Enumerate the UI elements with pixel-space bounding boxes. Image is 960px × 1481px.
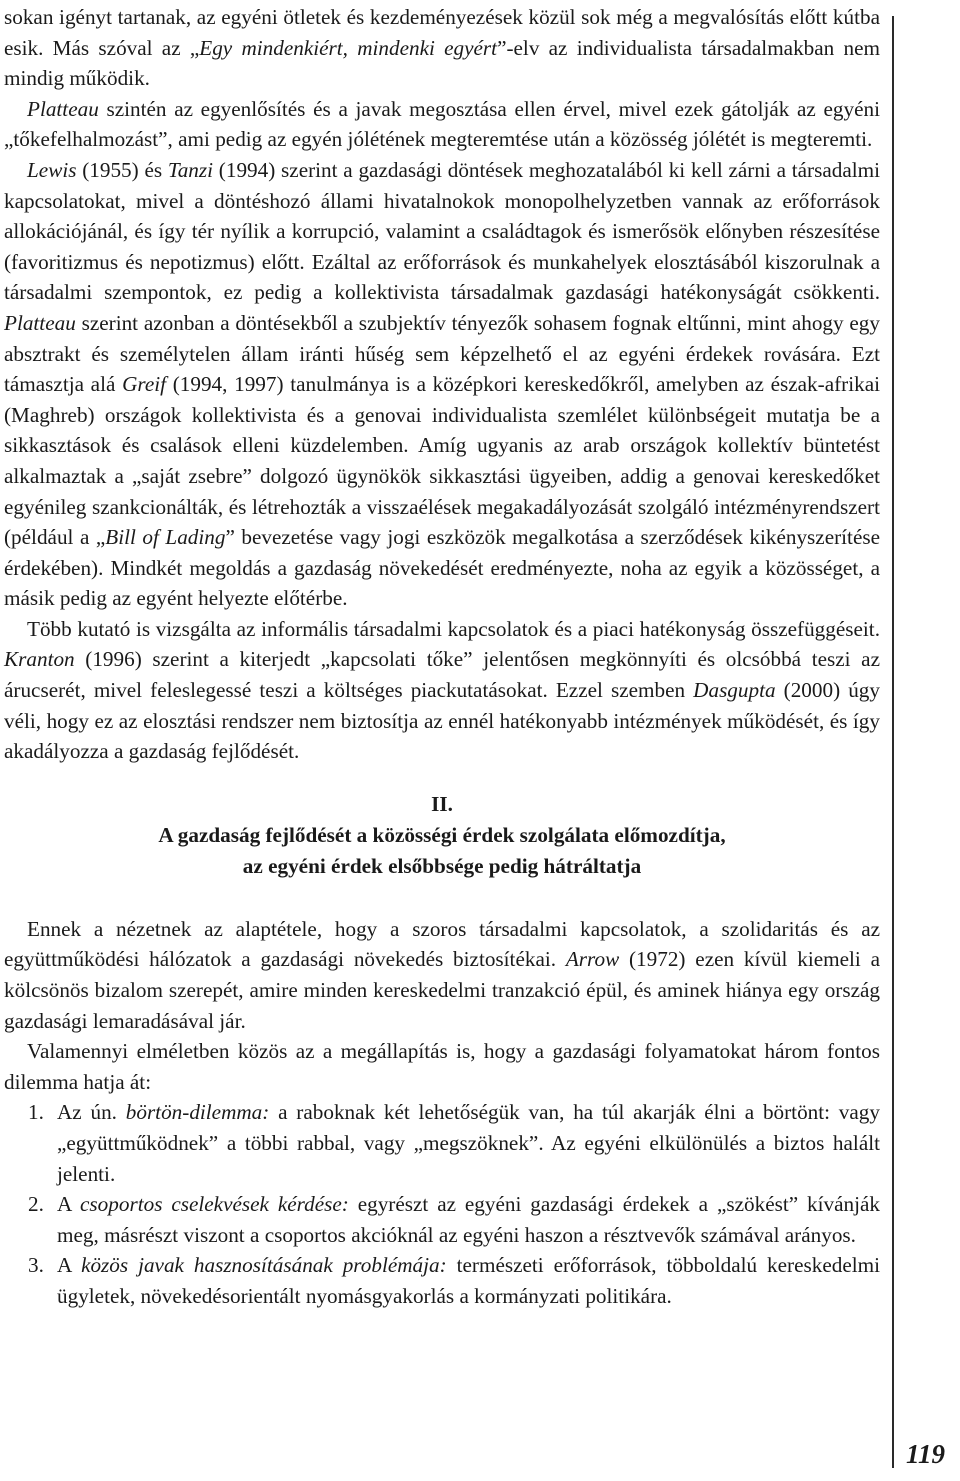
section-number: II. bbox=[431, 791, 453, 816]
spacer bbox=[4, 767, 880, 789]
paragraph-4: Több kutató is vizsgálta az informális társadalmi kapcsolatok és a piaci hatékonyság összefüggéseit. Kranton (1996) szerint a kiterjedt „kapcsolati tőke” jelentősen megkönnyíti és olcsóbbá teszi az árucserét, mivel feleslegessé teszi a költséges piackutatásokat. Ezzel szemben Dasgupta (2000) úgy véli, hogy ez az elosztási rendszer nem biztosítja az ennél hatékonyabb intézmények működését, és így akadályozza a gazdaság fejlődését. bbox=[4, 616, 880, 764]
section-title-line-1: A gazdaság fejlődését a közösségi érdek szolgálata előmozdítja, bbox=[158, 822, 726, 847]
list-item: 2. A csoportos cselekvések kérdése: egyrészt az egyéni gazdasági érdekek a „szökést” kívánják meg, másrészt viszont a csoportos akcióknál az egyéni haszon a résztvevők számával arányos. bbox=[4, 1189, 880, 1250]
list-item: 1. Az ún. börtön-dilemma: a raboknak két lehetőségük van, ha túl akarják élni a börtönt: vagy „együttműködnek” a többi rabbal, vagy „megszöknek”. Az egyéni elkülönülés a biztos halált jelenti. bbox=[4, 1097, 880, 1189]
section-title-line-2: az egyéni érdek elsőbbsége pedig hátráltatja bbox=[242, 853, 642, 878]
list-item-number: 1. bbox=[28, 1100, 44, 1125]
list-item: 3. A közös javak hasznosításának problémája: természeti erőforrások, többoldalú kereskedelmi ügyletek, növekedésorientált nyomásgyakorlás a kormányzati politikára. bbox=[4, 1250, 880, 1311]
paragraph-1: sokan igényt tartanak, az egyéni ötletek és kezdeményezések közül sok még a megvalósítás előtt kútba esik. Más szóval az „Egy mindenkiért, mindenki egyért”-elv az individualista társadalmakban nem mindig működik. bbox=[4, 5, 880, 91]
text-column bbox=[4, 2, 880, 1312]
paragraph-2: Platteau szintén az egyenlősítés és a javak megosztása ellen érvel, mivel ezek gátolják az egyéni „tőkefelhalmozást”, ami pedig az egyén jólétének megteremtése után a közösség jólétét is megteremti. bbox=[4, 96, 880, 152]
list-item-number: 3. bbox=[28, 1253, 44, 1278]
spacer bbox=[4, 882, 880, 914]
page-number: 119 bbox=[906, 1439, 946, 1469]
margin-rule bbox=[892, 16, 894, 1468]
section-paragraph-2: Valamennyi elméletben közös az a megállapítás is, hogy a gazdasági folyamatokat három fontos dilemma hatja át: bbox=[4, 1039, 880, 1094]
paragraph-3: Lewis (1955) és Tanzi (1994) szerint a gazdasági döntések meghozatalából ki kell zárni a társadalmi kapcsolatokat, mivel a döntéshozó állami hivatalnokok monopolhelyzetben vannak az erőforrások allokációjánál, és így tér nyílik a korrupció, valamint a családtagok és ismerősök előnyben részesítése (favoritizmus és nepotizmus) előtt. Ezáltal az erőforrások és munkahelyek elosztásából kiszorulnak a társadalmi szempontok, ez pedig a kollektivista társadalmak gazdasági hatékonyságát csökkenti. Platteau szerint azonban a döntésekből a szubjektív tényezők sohasem fognak eltűnni, mint ahogy egy absztrakt és személytelen állam iránti hűség sem képzelhető el az egyéni érdekek rovására. Ezt támasztja alá Greif (1994, 1997) tanulmánya is a középkori kereskedőkről, amelyben az észak-afrikai (Maghreb) országok kollektivista és a genovai individualista szemlélet különbségeit mutatja be a sikkasztások és csalások elleni küzdelemben. Amíg ugyanis az arab országok kollektív büntetést alkalmaztak a „saját zsebre” dolgozó ügynökök sikkasztási ügyeiben, addig a genovai kereskedőket egyénileg szankcionálták, és létrehozták a visszaélések megakadályozását szolgáló intézményrendszert (például a „Bill of Lading” bevezetése vagy jogi eszközök megalkotása a szerződések kikényszerítése érdekében). Mindkét megoldás a gazdaság növekedését eredményezte, noha az egyik a közösséget, a másik pedig az egyént helyezte előtérbe. bbox=[4, 157, 880, 611]
list-item-number: 2. bbox=[28, 1192, 44, 1217]
dilemma-list bbox=[4, 1097, 880, 1311]
section-paragraph-1: Ennek a nézetnek az alaptétele, hogy a szoros társadalmi kapcsolatok, a szolidaritás és az együttműködési hálózatok a gazdasági növekedés biztosítékai. Arrow (1972) ezen kívül kiemeli a kölcsönös bizalom szerepét, amire minden kereskedelmi tranzakció épül, és aminek hiánya egy ország gazdasági lemaradásával jár. bbox=[4, 916, 880, 1033]
